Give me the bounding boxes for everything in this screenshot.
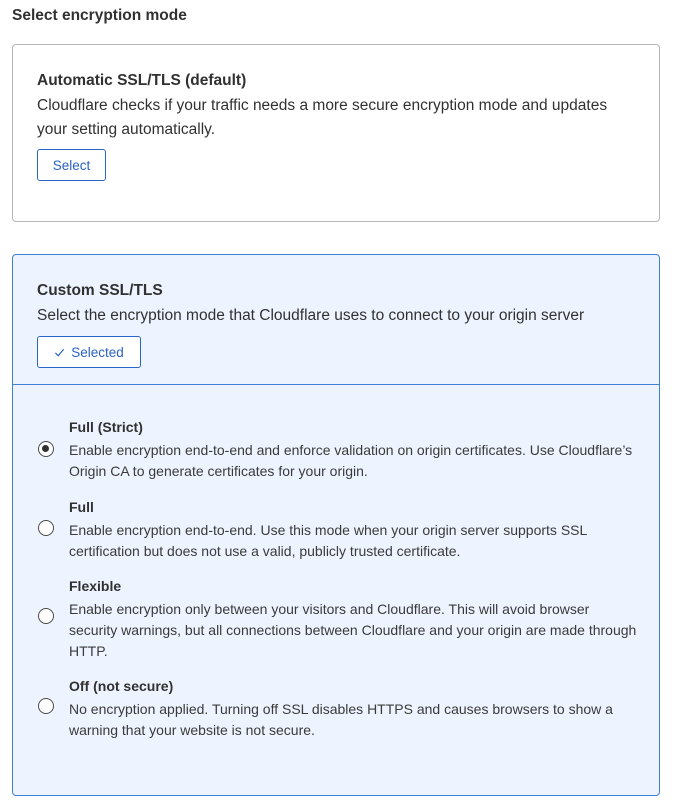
radio-flexible[interactable] (38, 608, 54, 624)
radio-full[interactable] (38, 520, 54, 536)
option-description: Enable encryption end-to-end and enforce validation on origin certificates. Use Cloudflare’s Origin CA to generate certificates for your origin. (69, 442, 633, 479)
select-button-label: Select (52, 157, 91, 173)
radio-full-strict[interactable] (38, 441, 54, 457)
selected-button-label: Selected (71, 344, 124, 360)
custom-ssl-description: Select the encryption mode that Cloudflare uses to connect to your origin server (37, 307, 585, 324)
select-button[interactable] (37, 149, 106, 181)
section-heading: Select encryption mode (12, 7, 187, 24)
automatic-ssl-description: Cloudflare checks if your traffic needs a more secure encryption mode and updates your setting automatically. (37, 97, 608, 138)
card-divider (13, 384, 659, 385)
check-icon (54, 347, 65, 358)
automatic-ssl-card[interactable] (12, 44, 660, 222)
option-description: Enable encryption only between your visitors and Cloudflare. This will avoid browser security warnings, but all connections between Cloudflare and your origin are made through HTTP. (69, 601, 637, 659)
option-title: Off (not secure) (69, 678, 174, 694)
option-title: Full (Strict) (69, 419, 143, 435)
option-description: No encryption applied. Turning off SSL disables HTTPS and causes browsers to show a warning that your website is not secure. (69, 701, 613, 738)
radio-off[interactable] (38, 698, 54, 714)
custom-ssl-title: Custom SSL/TLS (37, 282, 163, 299)
automatic-ssl-title: Automatic SSL/TLS (default) (37, 72, 247, 89)
option-title: Full (69, 499, 94, 515)
option-description: Enable encryption end-to-end. Use this mode when your origin server supports SSL certification but does not use a valid, publicly trusted certificate. (69, 522, 587, 559)
custom-ssl-card[interactable] (12, 254, 660, 796)
selected-button[interactable] (37, 336, 141, 368)
option-title: Flexible (69, 578, 122, 594)
